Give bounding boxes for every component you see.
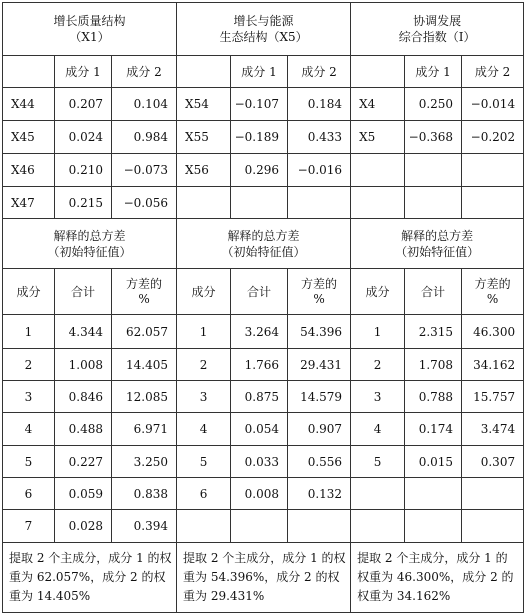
column-header-component: 成分 [177,269,231,315]
loading-value: 0.104 [112,88,177,121]
variance-row [3,315,524,349]
loading-value: 0.433 [288,121,351,154]
variance-pct: 0.394 [112,510,177,543]
loading-value: 0.296 [231,154,288,187]
notes-row [3,543,524,613]
loading-row [3,154,524,187]
eigenvalue-total: 0.227 [55,446,112,478]
loading-value: 0.250 [405,88,462,121]
column-header-line: % [313,291,325,306]
eigenvalue-total: 0.059 [55,478,112,510]
component-label-row [3,56,524,88]
variable-label: X5 [351,121,405,154]
section-header-line: 增长与能源 [233,14,294,28]
component-number: 1 [177,315,231,349]
loading-value: 0.210 [55,154,112,187]
component-number: 3 [177,381,231,413]
extraction-note: 提取 2 个主成分，成分 1 的权重为 46.300%，成分 2 的权重为 34.162% [351,543,524,613]
eigenvalue-total: 0.015 [405,446,462,478]
loading-value: 0.184 [288,88,351,121]
component-2-label: 成分 2 [288,56,351,88]
variable-label: X45 [3,121,55,154]
extraction-note: 提取 2 个主成分，成分 1 的权重为 62.057%，成分 2 的权重为 14.405% [3,543,177,613]
loading-value [405,154,462,187]
section-header-row [3,3,524,56]
variance-pct: 3.250 [112,446,177,478]
eigenvalue-total: 3.264 [231,315,288,349]
loading-value: −0.014 [462,88,524,121]
eigenvalue-total: 1.708 [405,349,462,381]
eigenvalue-total: 0.054 [231,413,288,446]
variance-header-line: 解释的总方差 [401,228,474,243]
variable-label: X54 [177,88,231,121]
column-header-line: % [138,291,150,306]
section-header-line: 综合指数（I） [398,30,476,44]
eigenvalue-total: 4.344 [55,315,112,349]
component-number: 5 [3,446,55,478]
loading-value [462,187,524,219]
variance-pct: 34.162 [462,349,524,381]
empty-cell [3,56,55,88]
variance-pct: 54.396 [288,315,351,349]
variance-pct: 3.474 [462,413,524,446]
component-2-label: 成分 2 [112,56,177,88]
loading-row [3,88,524,121]
empty-cell [177,56,231,88]
component-number: 3 [351,381,405,413]
loading-value: −0.073 [112,154,177,187]
loading-value: 0.984 [112,121,177,154]
component-number: 4 [177,413,231,446]
variance-header-row [3,219,524,269]
variable-label: X44 [3,88,55,121]
variance-pct: 29.431 [288,349,351,381]
column-header-line: % [486,291,499,306]
component-number: 2 [177,349,231,381]
loading-value [462,154,524,187]
eigenvalue-total: 0.846 [55,381,112,413]
column-header-line: 方差的 [301,276,338,291]
eigenvalue-total: 0.788 [405,381,462,413]
column-header-total: 合计 [405,269,462,315]
loading-value [405,187,462,219]
variance-pct: 0.838 [112,478,177,510]
section-header-x5 [177,3,351,56]
section-header-line: （X1） [69,30,110,44]
component-number: 4 [351,413,405,446]
section-header-line: 生态结构（X5） [219,30,308,44]
variance-row [3,349,524,381]
variance-header-line: （初始特征值） [395,244,480,259]
component-number [177,510,231,543]
component-number: 5 [351,446,405,478]
component-number: 3 [3,381,55,413]
variance-pct: 62.057 [112,315,177,349]
pca-results-table-container [2,2,524,613]
component-2-label: 成分 2 [462,56,524,88]
variance-pct: 0.132 [288,478,351,510]
variance-pct: 12.085 [112,381,177,413]
variance-pct: 0.907 [288,413,351,446]
section-header-line: 协调发展 [413,14,462,28]
variance-pct: 0.307 [462,446,524,478]
loading-value: 0.207 [55,88,112,121]
component-number: 5 [177,446,231,478]
pca-results-table [2,2,524,613]
eigenvalue-total: 0.875 [231,381,288,413]
variable-label: X4 [351,88,405,121]
component-number: 1 [351,315,405,349]
column-header-variance-pct [288,269,351,315]
component-number: 1 [3,315,55,349]
variance-header-line: 解释的总方差 [227,228,300,243]
component-1-label: 成分 1 [405,56,462,88]
variance-header [3,219,177,269]
variance-pct: 14.579 [288,381,351,413]
variance-row [3,446,524,478]
column-header-total: 合计 [231,269,288,315]
component-number: 6 [3,478,55,510]
loading-value: −0.189 [231,121,288,154]
component-1-label: 成分 1 [231,56,288,88]
component-number [351,478,405,510]
component-number: 4 [3,413,55,446]
eigenvalue-total: 1.008 [55,349,112,381]
column-header-total: 合计 [55,269,112,315]
loading-value: −0.056 [112,187,177,219]
variance-pct: 6.971 [112,413,177,446]
eigenvalue-total [231,510,288,543]
column-header-variance-pct [462,269,524,315]
component-1-label: 成分 1 [55,56,112,88]
loading-value: −0.368 [405,121,462,154]
eigenvalue-total: 0.008 [231,478,288,510]
empty-cell [351,56,405,88]
variance-row [3,413,524,446]
component-number [351,510,405,543]
section-header-line: 增长质量结构 [53,14,126,28]
variable-label: X47 [3,187,55,219]
variable-label [177,187,231,219]
variance-pct [288,510,351,543]
eigenvalue-total [405,478,462,510]
variable-label: X55 [177,121,231,154]
variable-label [351,154,405,187]
loading-row [3,187,524,219]
column-header-variance-pct [112,269,177,315]
column-header-component: 成分 [351,269,405,315]
column-header-line: 方差的 [126,276,163,291]
loading-value: 0.215 [55,187,112,219]
eigenvalue-total: 0.033 [231,446,288,478]
loading-value: −0.107 [231,88,288,121]
variance-row [3,381,524,413]
variance-column-header-row [3,269,524,315]
variance-header [351,219,524,269]
variance-pct: 14.405 [112,349,177,381]
eigenvalue-total: 1.766 [231,349,288,381]
extraction-note: 提取 2 个主成分，成分 1 的权重为 54.396%，成分 2 的权重为 29.431% [177,543,351,613]
variance-pct [462,510,524,543]
loading-value [231,187,288,219]
component-number: 7 [3,510,55,543]
variance-header-line: （初始特征值） [47,244,132,259]
variance-header [177,219,351,269]
section-header-x1 [3,3,177,56]
variable-label: X46 [3,154,55,187]
loading-value: 0.024 [55,121,112,154]
component-number: 6 [177,478,231,510]
variance-row [3,510,524,543]
loading-value: −0.016 [288,154,351,187]
variance-pct: 15.757 [462,381,524,413]
loading-value: −0.202 [462,121,524,154]
variance-pct: 46.300 [462,315,524,349]
component-number: 2 [3,349,55,381]
eigenvalue-total: 2.315 [405,315,462,349]
variance-row [3,478,524,510]
component-number: 2 [351,349,405,381]
eigenvalue-total [405,510,462,543]
eigenvalue-total: 0.028 [55,510,112,543]
variance-pct [462,478,524,510]
column-header-component: 成分 [3,269,55,315]
variable-label [351,187,405,219]
eigenvalue-total: 0.174 [405,413,462,446]
eigenvalue-total: 0.488 [55,413,112,446]
loading-value [288,187,351,219]
variable-label: X56 [177,154,231,187]
column-header-line: 方差的 [474,276,511,291]
variance-header-line: （初始特征值） [221,244,306,259]
section-header-i [351,3,524,56]
variance-pct: 0.556 [288,446,351,478]
variance-header-line: 解释的总方差 [53,228,126,243]
loading-row [3,121,524,154]
